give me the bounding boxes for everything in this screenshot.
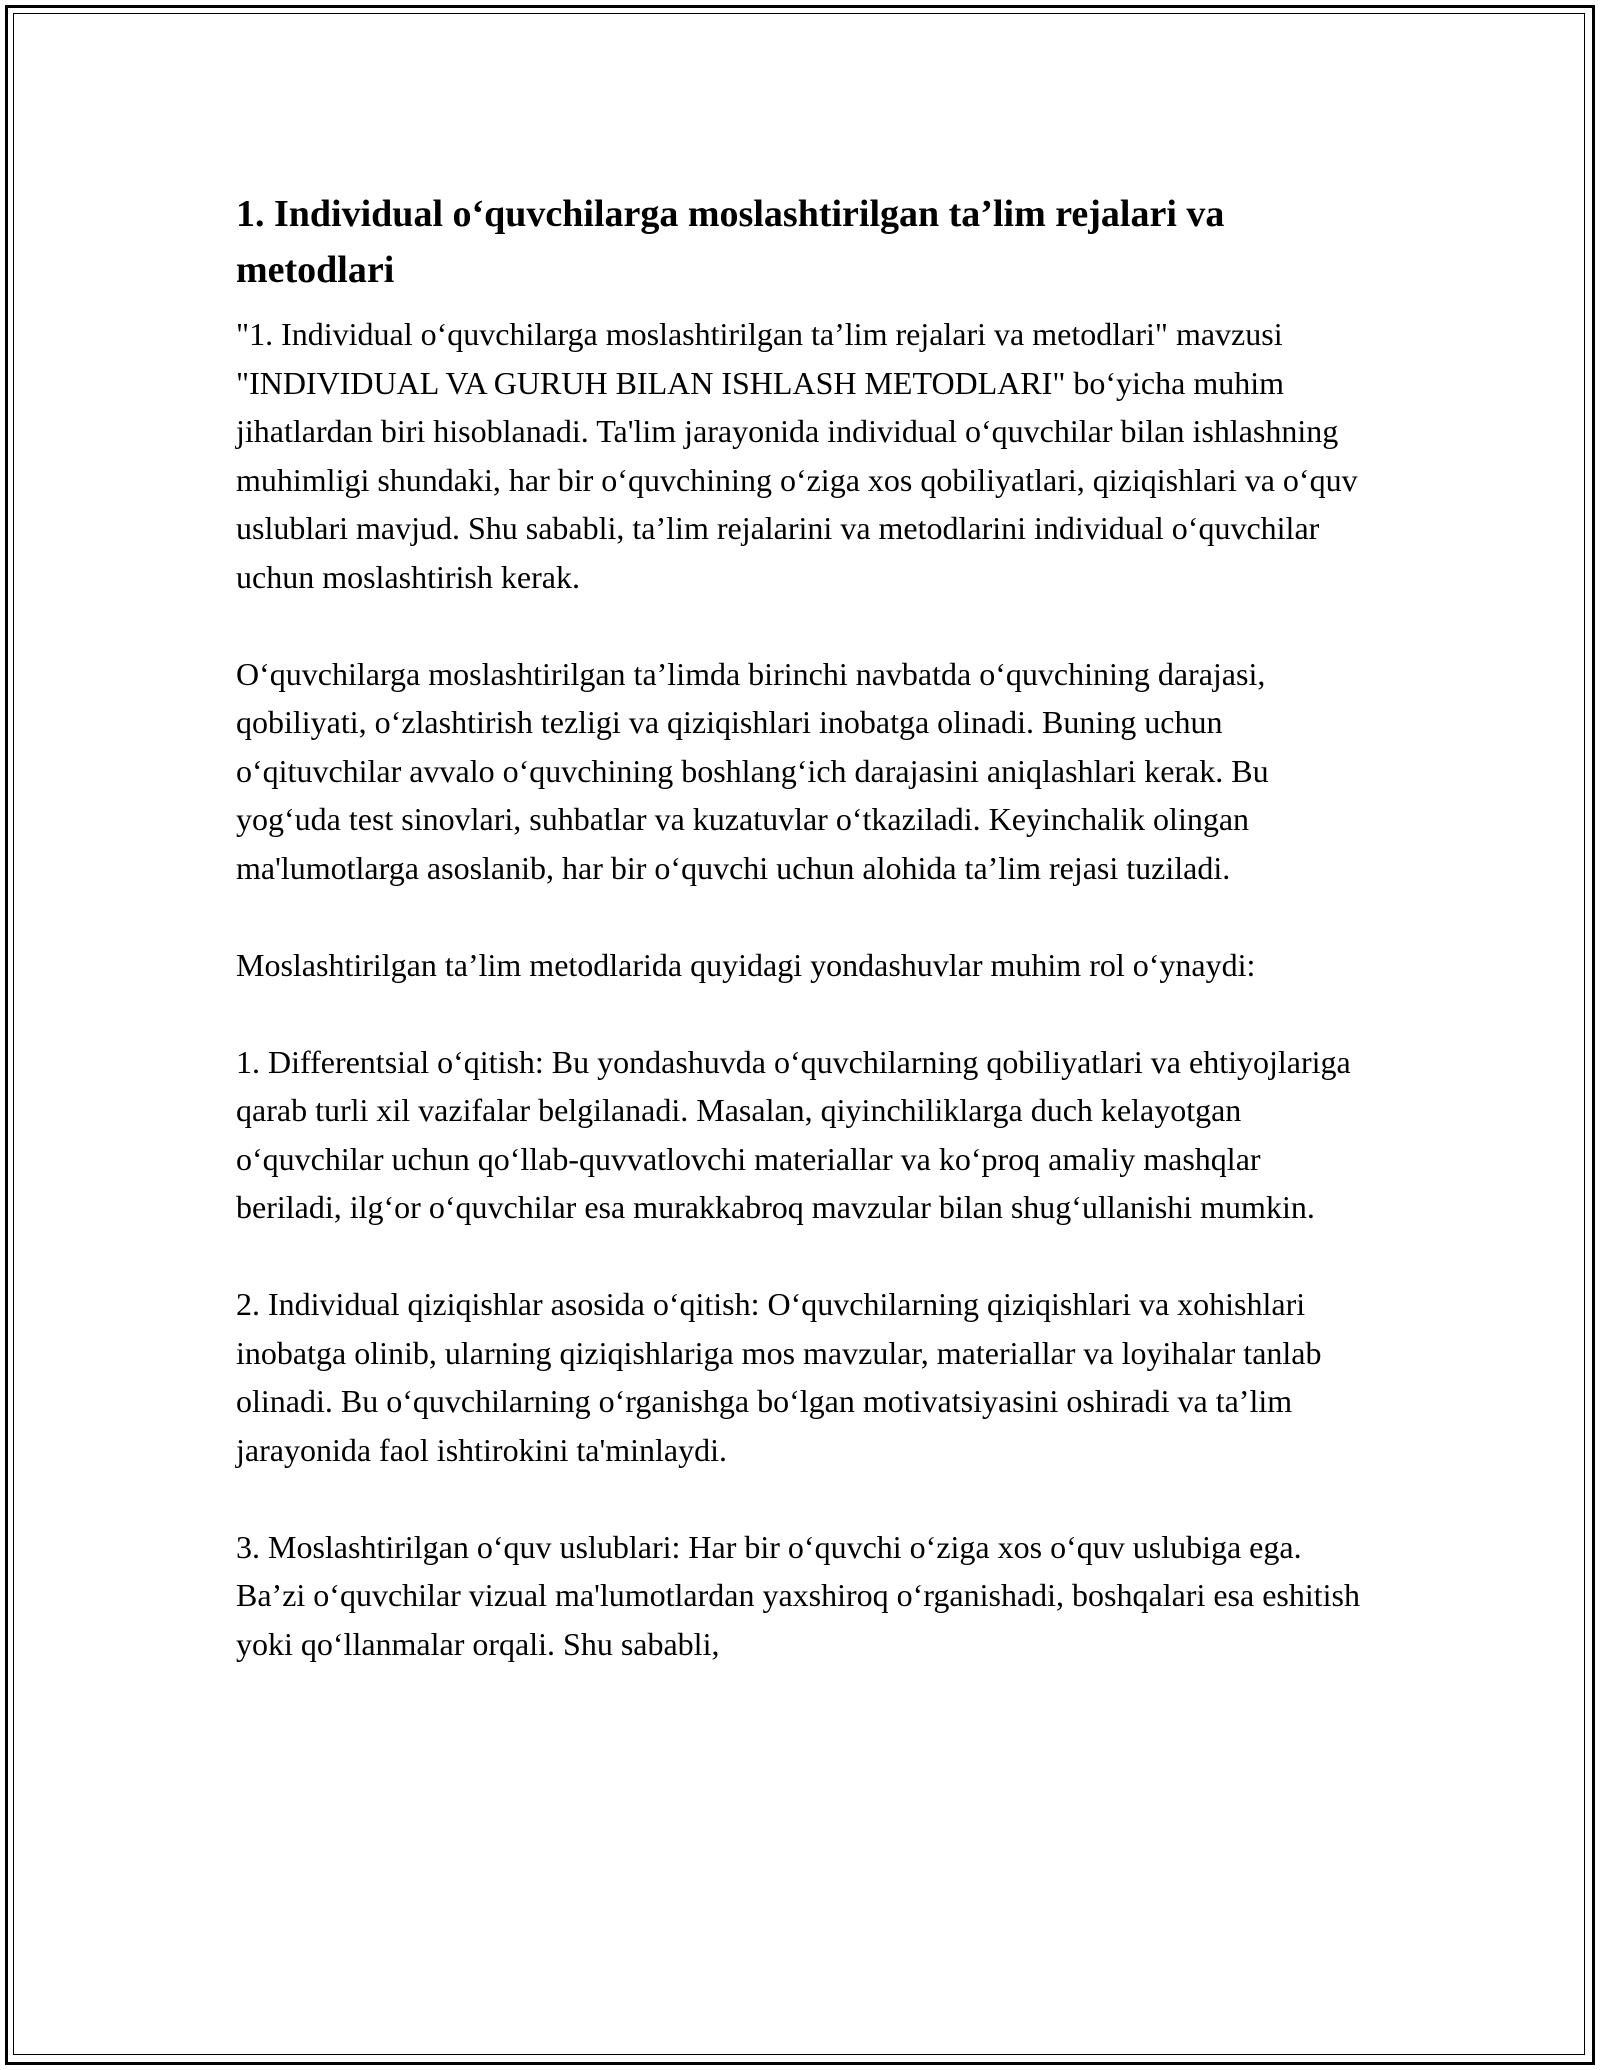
list-item-differential: 1. Differentsial o‘qitish: Bu yondashuvda o‘quvchilarning qobiliyatlari va ehtiyojlariga qarab turli xil vazifalar belgilanadi. Masalan, qiyinchiliklarga duch kelayotgan o‘quvchilar uchun qo‘llab-quvvatlovchi materiallar va ko‘proq amaliy mashqlar beriladi, ilg‘or o‘quvchilar esa murakkabroq mavzular bilan shug‘ullanishi mumkin. [236, 1043, 1351, 1225]
list-item-interests: 2. Individual qiziqishlar asosida o‘qitish: O‘quvchilarning qiziqishlari va xohishlari inobatga olinib, ularning qiziqishlariga mos mavzular, materiallar va loyihalar tanlab olinadi. Bu o‘quvchilarning o‘rganishga bo‘lgan motivatsiyasini oshiradi va ta’lim jarayonida faol ishtirokini ta'minlaydi. [236, 1286, 1322, 1468]
list-item-learning-styles: 3. Moslashtirilgan o‘quv uslublari: Har bir o‘quvchi o‘ziga xos o‘quv uslubiga ega. Ba’zi o‘quvchilar vizual ma'lumotlardan yaxshiroq o‘rganishadi, boshqalari esa eshitish yoki qo‘llanmalar orqali. Shu sababli, [236, 1528, 1360, 1662]
paragraph-intro: "1. Individual o‘quvchilarga moslashtirilgan ta’lim rejalari va metodlari" mavzusi "INDIVIDUAL VA GURUH BILAN ISHLASH METODLARI" bo‘yicha muhim jihatlardan biri hisoblanadi. Ta'lim jarayonida individual o‘quvchilar bilan ishlashning muhimligi shundaki, har bir o‘quvchining o‘ziga xos qobiliyatlari, qiziqishlari va o‘quv uslublari mavjud. Shu sababli, ta’lim rejalarini va metodlarini individual o‘quvchilar uchun moslashtirish kerak. [236, 316, 1358, 595]
section-heading: 1. Individual o‘quvchilarga moslashtirilgan ta’lim rejalari va metodlari [236, 193, 1225, 291]
paragraph-approaches-lead: Moslashtirilgan ta’lim metodlarida quyidagi yondashuvlar muhim rol o‘ynaydi: [236, 946, 1256, 983]
paragraph-assessment: O‘quvchilarga moslashtirilgan ta’limda birinchi navbatda o‘quvchining darajasi, qobiliyati, o‘zlashtirish tezligi va qiziqishlari inobatga olinadi. Buning uchun o‘qituvchilar avvalo o‘quvchining boshlang‘ich darajasini aniqlashlari kerak. Bu yog‘uda test sinovlari, suhbatlar va kuzatuvlar o‘tkaziladi. Keyinchalik olingan ma'lumotlarga asoslanib, har bir o‘quvchi uchun alohida ta’lim rejasi tuziladi. [236, 655, 1269, 886]
document-body [236, 186, 1366, 1717]
